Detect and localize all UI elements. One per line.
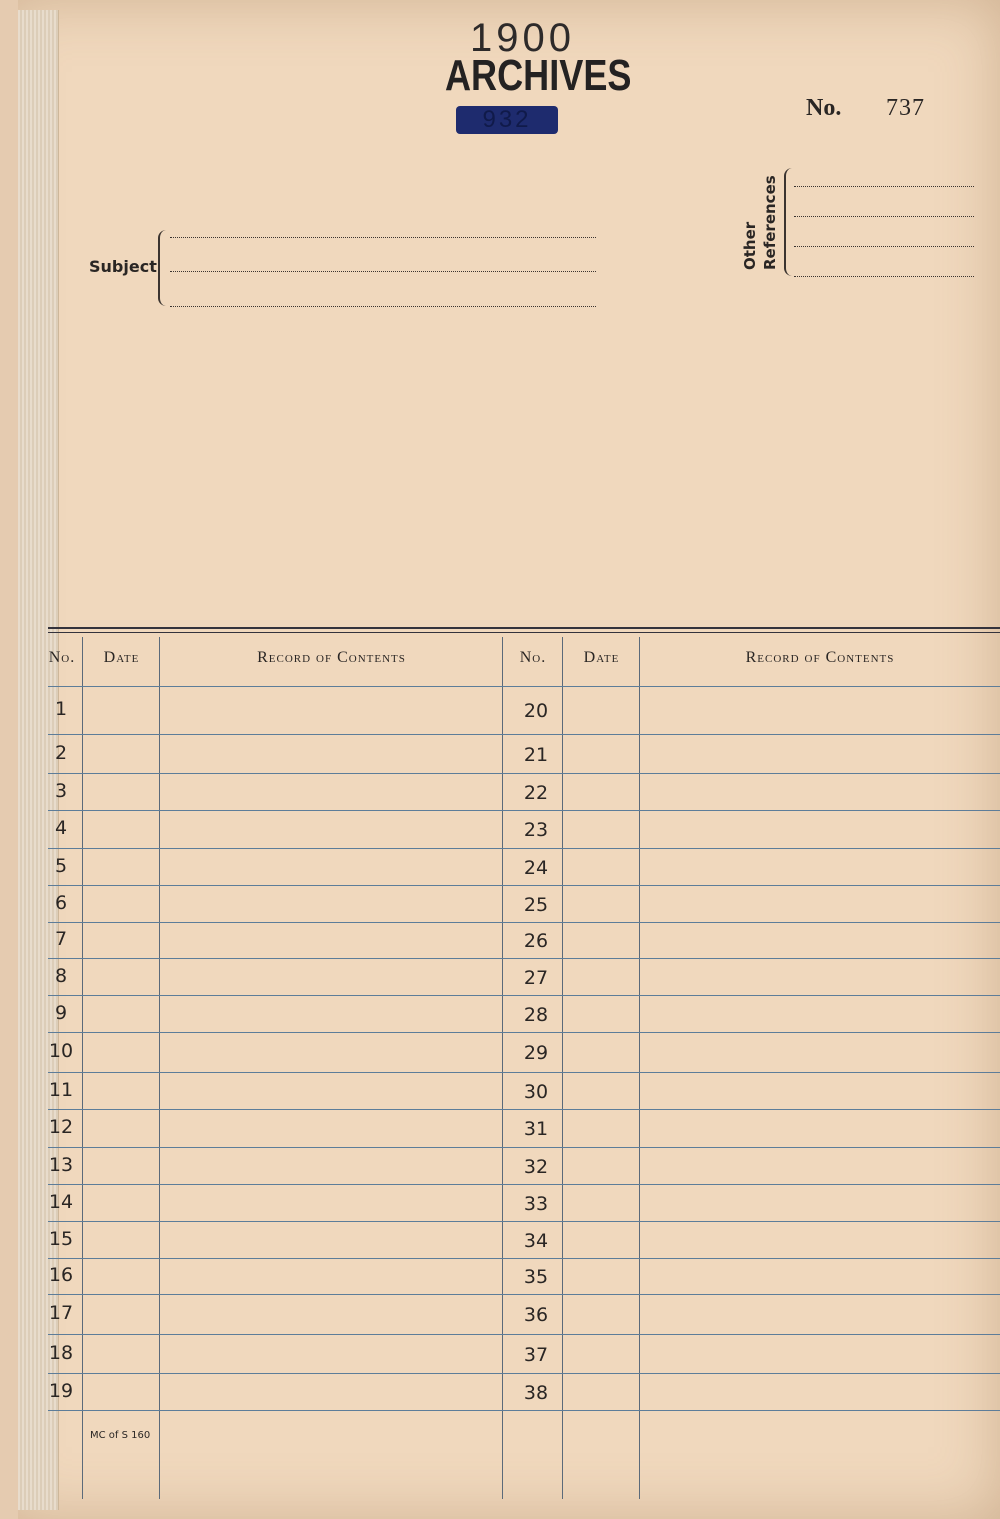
row-line xyxy=(48,848,1000,849)
row-line xyxy=(48,734,1000,735)
col-divider-date-left xyxy=(82,637,83,1499)
reference-line-2[interactable] xyxy=(794,216,974,217)
row-number: 38 xyxy=(523,1381,549,1404)
row-line xyxy=(48,1334,1000,1335)
row-number: 8 xyxy=(54,964,68,987)
col-divider-no-right xyxy=(502,637,503,1499)
row-number: 25 xyxy=(523,893,549,916)
row-number: 34 xyxy=(523,1229,549,1252)
row-number: 18 xyxy=(48,1341,74,1364)
row-line xyxy=(48,885,1000,886)
subject-line-2[interactable] xyxy=(170,271,596,272)
row-number: 14 xyxy=(48,1190,74,1213)
row-number: 30 xyxy=(523,1080,549,1103)
row-number: 31 xyxy=(523,1118,549,1140)
other-references-label xyxy=(740,175,780,270)
stamp-year: 1900 xyxy=(470,16,575,60)
row-number: 15 xyxy=(48,1227,74,1250)
print-code: MC of S 160 xyxy=(90,1430,151,1441)
row-number: 11 xyxy=(48,1078,74,1101)
row-line xyxy=(48,1221,1000,1222)
file-number-label: No. xyxy=(806,95,842,121)
col-divider-date-right xyxy=(562,637,563,1499)
left-header-no: No. xyxy=(48,649,76,666)
row-line xyxy=(48,1072,1000,1073)
row-line xyxy=(48,1294,1000,1295)
subject-brace xyxy=(158,230,170,306)
table-top-rule xyxy=(48,627,1000,633)
row-number: 9 xyxy=(54,1001,68,1024)
row-line xyxy=(48,995,1000,996)
row-number: 22 xyxy=(523,781,549,804)
sheet-edge xyxy=(0,0,18,1519)
row-line xyxy=(48,1147,1000,1148)
right-header-date: Date xyxy=(583,649,620,666)
subject-label: Subject xyxy=(89,257,157,276)
right-header-record: Record of Contents xyxy=(745,649,895,666)
row-number: 35 xyxy=(523,1266,549,1288)
other-references-line-1: Other xyxy=(741,221,759,270)
row-number: 23 xyxy=(523,819,549,841)
col-divider-record-right xyxy=(639,637,640,1499)
row-number: 37 xyxy=(523,1343,549,1366)
row-number: 28 xyxy=(523,1003,549,1026)
reference-line-4[interactable] xyxy=(794,276,974,277)
row-number: 26 xyxy=(523,930,549,952)
row-number: 6 xyxy=(54,891,68,914)
row-line xyxy=(48,773,1000,774)
row-number: 3 xyxy=(54,779,68,802)
row-number: 10 xyxy=(48,1040,74,1062)
row-line xyxy=(48,1258,1000,1259)
row-number: 27 xyxy=(523,966,549,989)
row-line xyxy=(48,1109,1000,1110)
reference-line-3[interactable] xyxy=(794,246,974,247)
row-number: 19 xyxy=(48,1379,74,1402)
left-header-date: Date xyxy=(103,649,140,666)
row-number: 36 xyxy=(523,1304,549,1326)
row-number: 21 xyxy=(523,743,549,766)
row-number: 24 xyxy=(523,856,549,879)
row-number: 29 xyxy=(523,1042,549,1064)
subject-line-1[interactable] xyxy=(170,237,596,238)
row-number: 33 xyxy=(523,1192,549,1215)
row-line xyxy=(48,922,1000,923)
row-number: 13 xyxy=(48,1153,74,1176)
row-line xyxy=(48,1410,1000,1411)
right-header-no: No. xyxy=(519,649,547,666)
other-references-line-2: References xyxy=(761,175,779,270)
col-divider-record-left xyxy=(159,637,160,1499)
reference-line-1[interactable] xyxy=(794,186,974,187)
row-line xyxy=(48,958,1000,959)
row-number: 20 xyxy=(523,700,549,722)
other-references-brace xyxy=(784,168,796,276)
stamp-code-box: 932 xyxy=(456,106,558,134)
row-number: 12 xyxy=(48,1116,74,1138)
row-number: 7 xyxy=(54,928,68,950)
file-number-value: 737 xyxy=(886,95,925,121)
row-number: 17 xyxy=(48,1302,74,1324)
row-number: 5 xyxy=(54,854,68,877)
row-number: 16 xyxy=(48,1264,74,1286)
row-number: 1 xyxy=(54,698,68,720)
row-line xyxy=(48,810,1000,811)
row-number: 2 xyxy=(54,741,68,764)
row-line xyxy=(48,686,1000,687)
row-number: 4 xyxy=(54,817,68,839)
stamp-archives: ARCHIVES xyxy=(445,51,632,100)
row-number: 32 xyxy=(523,1155,549,1178)
left-header-record: Record of Contents xyxy=(257,649,406,666)
row-line xyxy=(48,1184,1000,1185)
row-line xyxy=(48,1373,1000,1374)
subject-line-3[interactable] xyxy=(170,306,596,307)
row-line xyxy=(48,1032,1000,1033)
